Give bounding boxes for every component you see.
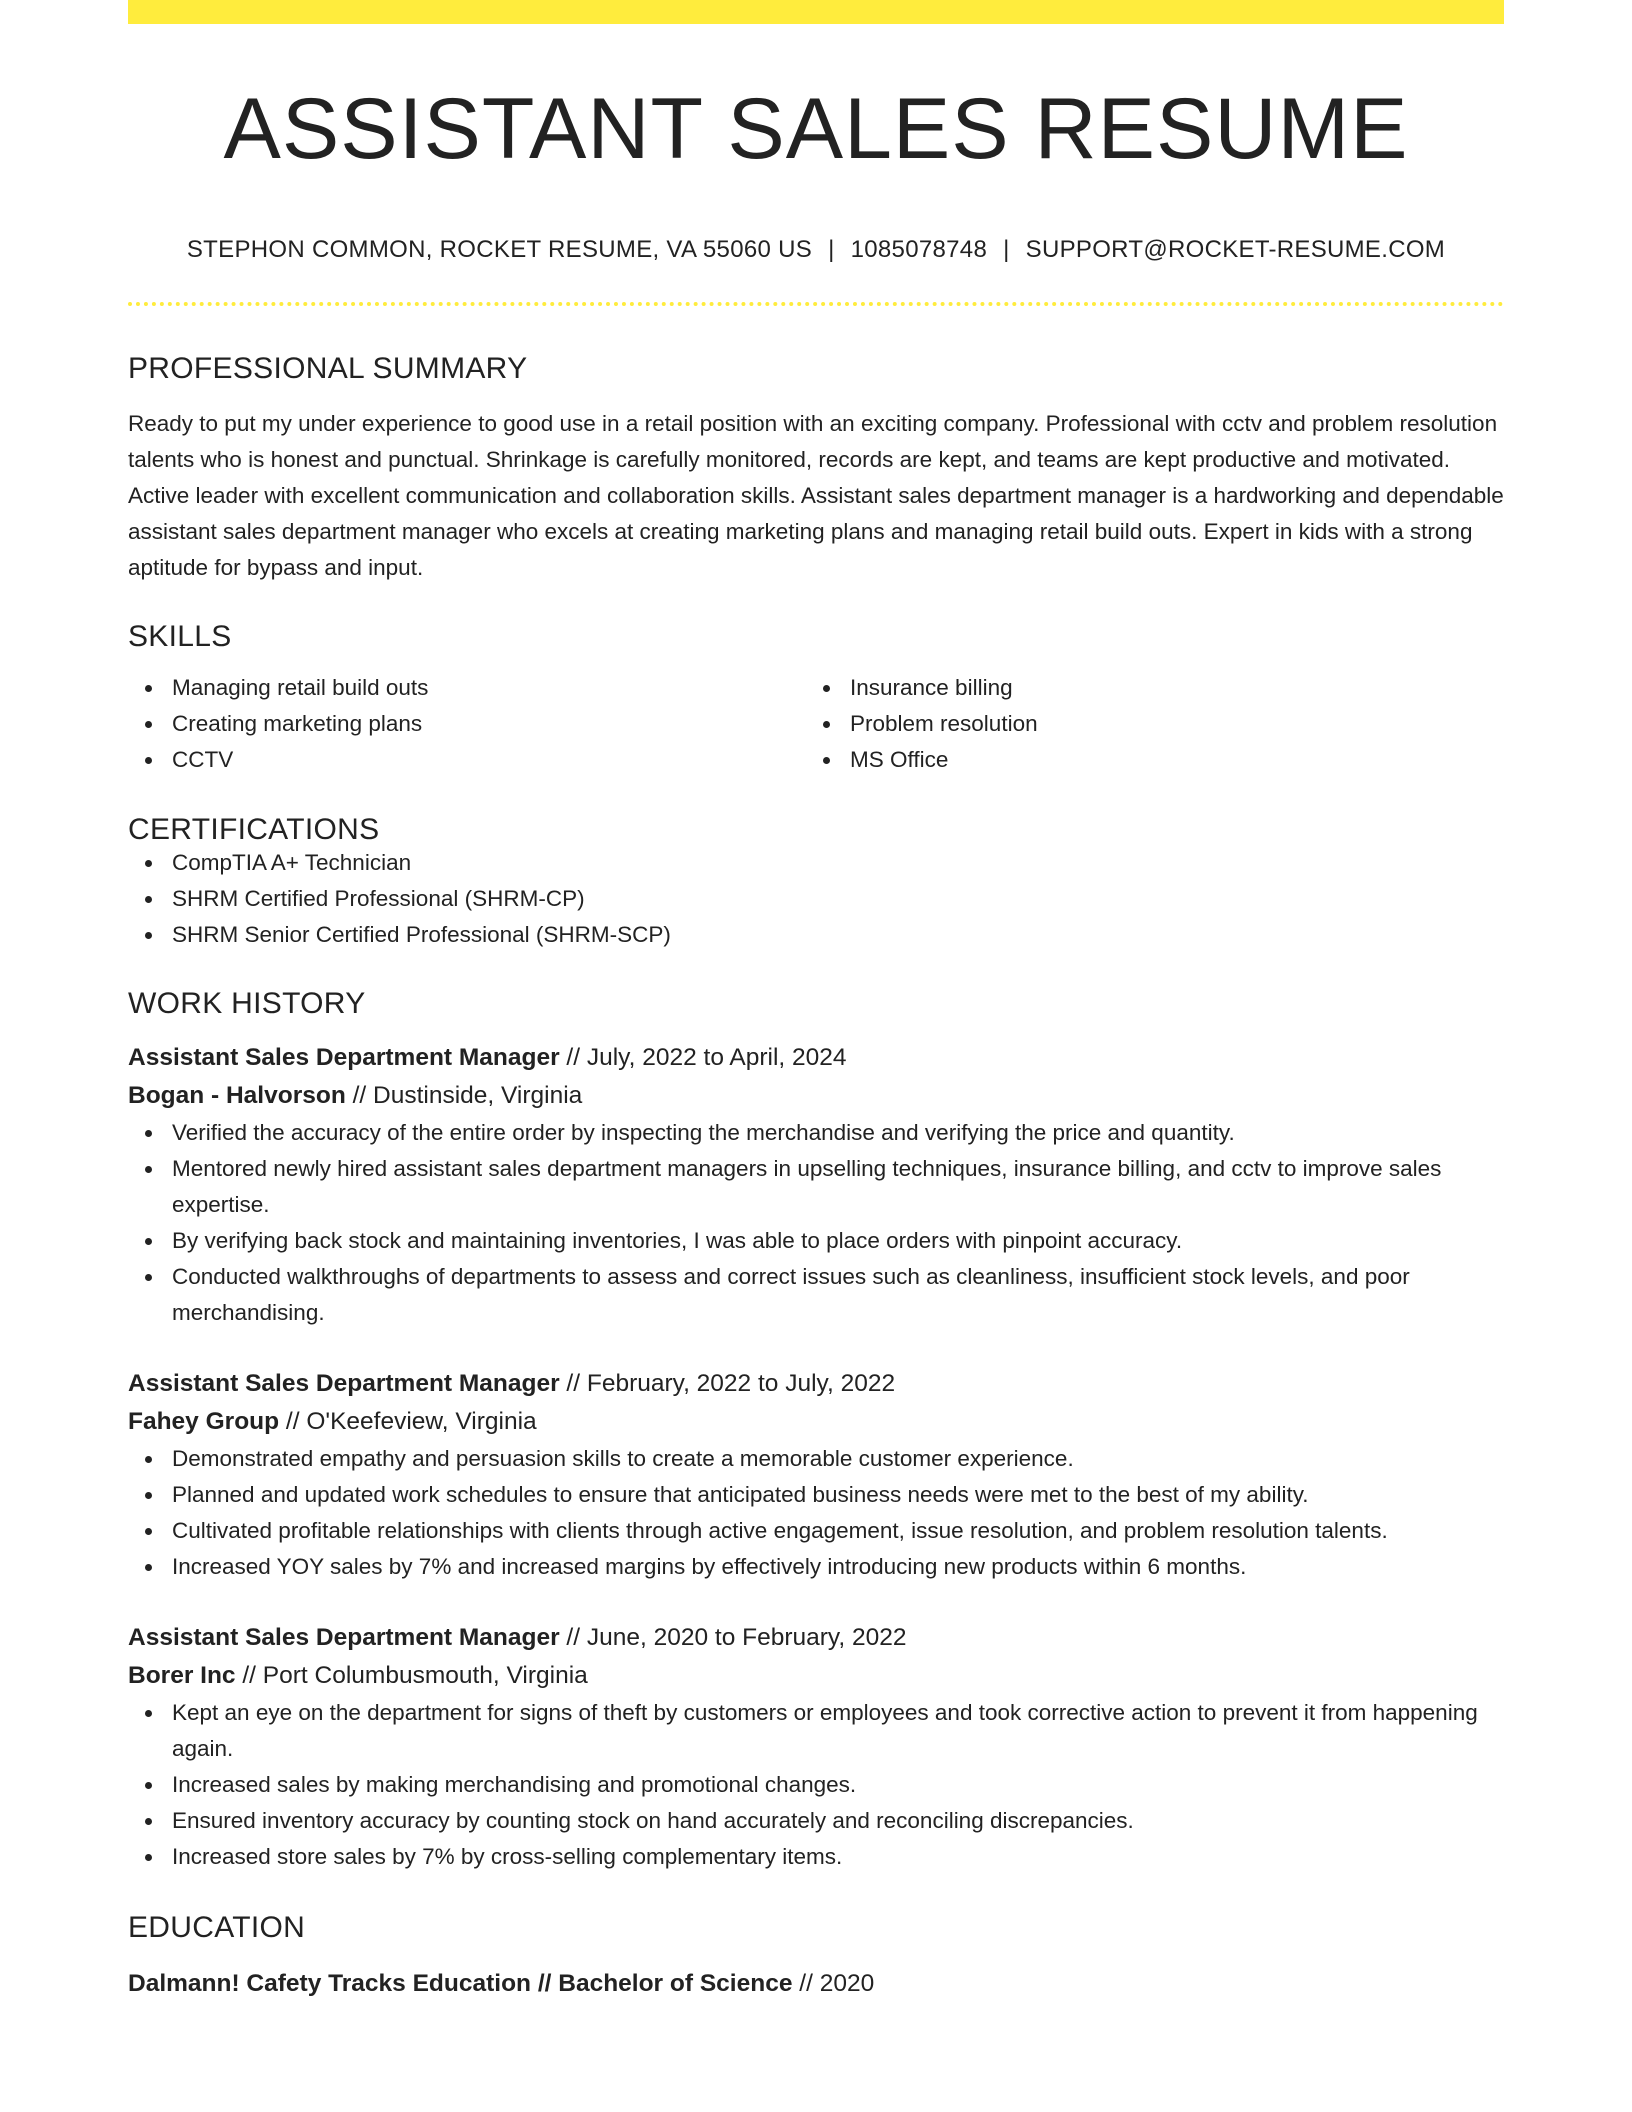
job-dates: // June, 2020 to February, 2022 (559, 1624, 907, 1651)
resume-page (128, 0, 1504, 2003)
top-accent-bar (128, 0, 1504, 24)
contact-separator: | (828, 236, 835, 263)
job-location: // Port Columbusmouth, Virginia (235, 1662, 588, 1689)
job-bullet: By verifying back stock and maintaining inventories, I was able to place orders with pinpoint accuracy. (128, 1223, 1504, 1259)
job-bullet: Cultivated profitable relationships with clients through active engagement, issue resolution, and problem resolution talents. (128, 1513, 1504, 1549)
summary-heading: PROFESSIONAL SUMMARY (128, 352, 528, 385)
job-title-line (128, 1619, 1504, 1657)
job-bullet: Ensured inventory accuracy by counting stock on hand accurately and reconciling discrepancies. (128, 1803, 1504, 1839)
job-company: Fahey Group (128, 1408, 280, 1435)
education-line: Dalmann! Cafety Tracks Education // Bachelor of Science // 2020 (128, 1970, 875, 1997)
job-bullet: Mentored newly hired assistant sales department managers in upselling techniques, insurance billing, and cctv to improve sales expertise. (128, 1151, 1504, 1223)
certification-item: CompTIA A+ Technician (128, 845, 1504, 881)
certifications-heading: CERTIFICATIONS (128, 813, 380, 846)
contact-email: SUPPORT@ROCKET-RESUME.COM (1025, 236, 1446, 263)
skill-item: Creating marketing plans (128, 706, 806, 742)
header-divider (128, 302, 1504, 306)
certification-item: SHRM Senior Certified Professional (SHRM-SCP) (128, 917, 1504, 953)
certification-item: SHRM Certified Professional (SHRM-CP) (128, 881, 1504, 917)
education-heading: EDUCATION (128, 1911, 306, 1944)
job-title: Assistant Sales Department Manager (128, 1370, 560, 1397)
skills-list-right (806, 670, 1484, 778)
skills-heading: SKILLS (128, 620, 232, 653)
job-title: Assistant Sales Department Manager (128, 1044, 560, 1071)
skill-item: Managing retail build outs (128, 670, 806, 706)
job-location: // Dustinside, Virginia (345, 1082, 583, 1109)
contact-separator: | (1003, 236, 1010, 263)
skill-item: MS Office (806, 742, 1484, 778)
job-title-line (128, 1039, 1504, 1077)
job-dates: // February, 2022 to July, 2022 (559, 1370, 896, 1397)
job-bullet: Increased YOY sales by 7% and increased margins by effectively introducing new products within 6 months. (128, 1549, 1504, 1585)
contact-address: STEPHON COMMON, ROCKET RESUME, VA 55060 US (186, 236, 813, 263)
job-bullet: Increased sales by making merchandising and promotional changes. (128, 1767, 1504, 1803)
job-company-line (128, 1403, 1504, 1441)
job-bullets (128, 1441, 1504, 1585)
job-dates: // July, 2022 to April, 2024 (559, 1044, 847, 1071)
skill-item: Problem resolution (806, 706, 1484, 742)
job-bullet: Demonstrated empathy and persuasion skills to create a memorable customer experience. (128, 1441, 1504, 1477)
skill-item: CCTV (128, 742, 806, 778)
job-company-line (128, 1077, 1504, 1115)
education-degree: Bachelor of Science (558, 1970, 793, 1997)
job-entry (128, 1365, 1504, 1585)
skill-item: Insurance billing (806, 670, 1484, 706)
job-title: Assistant Sales Department Manager (128, 1624, 560, 1651)
summary-text: Ready to put my under experience to good use in a retail position with an exciting company. Professional with cctv and problem resolution talents who is honest and punctual. Shrinkage is carefully monitored, records are kept, and teams are kept productive and motivated. Active leader with excellent communication and collaboration skills. Assistant sales department manager is a hardworking and dependable assistant sales department manager who excels at creating marketing plans and managing retail build outs. Expert in kids with a strong aptitude for bypass and input. (128, 411, 1504, 580)
job-bullets (128, 1115, 1504, 1331)
job-company: Borer Inc (128, 1662, 236, 1689)
job-bullet: Planned and updated work schedules to ensure that anticipated business needs were met to the best of my ability. (128, 1477, 1504, 1513)
certifications-list (128, 845, 1504, 953)
contact-line (128, 238, 1504, 262)
resume-title: ASSISTANT SALES RESUME (223, 81, 1409, 177)
contact-phone: 1085078748 (850, 236, 988, 263)
work-history-heading: WORK HISTORY (128, 987, 366, 1020)
education-year: 2020 (819, 1970, 875, 1997)
job-location: // O'Keefeview, Virginia (279, 1408, 537, 1435)
job-title-line (128, 1365, 1504, 1403)
education-school: Dalmann! Cafety Tracks Education (128, 1970, 532, 1997)
job-bullets (128, 1695, 1504, 1875)
job-bullet: Increased store sales by 7% by cross-selling complementary items. (128, 1839, 1504, 1875)
skills-grid (128, 670, 1504, 778)
job-entry (128, 1619, 1504, 1875)
skills-list-left (128, 670, 806, 778)
job-bullet: Conducted walkthroughs of departments to assess and correct issues such as cleanliness, insufficient stock levels, and poor merchandising. (128, 1259, 1504, 1331)
job-company: Bogan - Halvorson (128, 1082, 346, 1109)
job-bullet: Verified the accuracy of the entire order by inspecting the merchandise and verifying the price and quantity. (128, 1115, 1504, 1151)
job-bullet: Kept an eye on the department for signs of theft by customers or employees and took corrective action to prevent it from happening again. (128, 1695, 1504, 1767)
job-company-line (128, 1657, 1504, 1695)
job-entry (128, 1039, 1504, 1331)
